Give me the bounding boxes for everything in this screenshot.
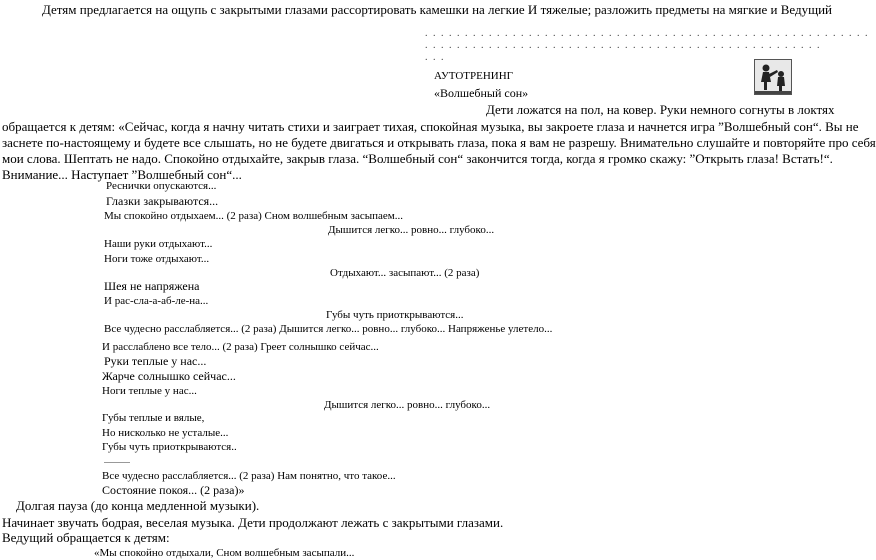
poem-line: Губы чуть приоткрываются.. (102, 441, 237, 453)
poem-line: И расслаблено все тело... (2 раза) Греет солнышко сейчас... (102, 341, 379, 353)
children-silhouette-picture (754, 59, 792, 95)
poem-line: Все чудесно расслабляется... (2 раза) Дышится легко... ровно... глубоко... Напряженье улетело... (104, 323, 553, 335)
poem-line: Глазки закрываются... (106, 194, 219, 208)
poem-line: Реснички опускаются... (106, 180, 217, 192)
poem-line: И рас-сла-а-аб-ле-на... (104, 295, 209, 307)
poem-line: Губы чуть приоткрываются... (326, 309, 464, 321)
closing-line: «Мы спокойно отдыхали, Сном волшебным засыпали... (94, 547, 355, 559)
poem-line: Жарче солнышко сейчас... (102, 369, 236, 383)
dotted-line-2: . . . . . . . . . . . . . . . . . . . . . . . . . . . . . . . . . . . . . . . . . . . . . . . . . . (425, 40, 821, 51)
poem-line: Ноги тоже отдыхают... (104, 253, 210, 265)
divider-mark (104, 462, 130, 466)
poem-line: Руки теплые у нас... (104, 354, 207, 368)
poem-line: Мы спокойно отдыхаем... (2 раза) Сном волшебным засыпаем... (104, 210, 404, 222)
text-top-line: Детям предлагается на ощупь с закрытыми глазами рассортировать камешки на легкие И тяжелые; разложить предметы на мягкие и Ведущий (42, 2, 833, 17)
intro-line-3: заснете по-настоящему и будете все слышать, но не будете двигаться и открывать глаза, пока я вам не разрешу. Внимательно слушайте и повторяйте про себя (2, 135, 876, 150)
poem-line: Состояние покоя... (2 раза)» (102, 483, 245, 497)
dotted-line-3: . . . (425, 52, 445, 63)
intro-line-2: обращается к детям: «Сейчас, когда я начну читать стихи и заиграет тихая, спокойная музыка, вы закроете глаза и начнется игра ”Волшебный сон“. Вы не (2, 119, 859, 134)
poem-line: Наши руки отдыхают... (104, 238, 213, 250)
intro-line-4: мои слова. Шептать не надо. Спокойно отдыхайте, закрыв глаза. “Волшебный сон“ закончится тогда, когда я громко скажу: ”Открыть глаза! Встать!“. (2, 151, 833, 166)
intro-line-1: Дети ложатся на пол, на ковер. Руки немного согнуты в локтях (486, 102, 835, 117)
heading-game-title: «Волшебный сон» (434, 86, 529, 100)
dotted-line-1: . . . . . . . . . . . . . . . . . . . . . . . . . . . . . . . . . . . . . . . . . . . . . . . . . . . . . . . . (425, 28, 869, 39)
closing-line: Начинает звучать бодрая, веселая музыка. Дети продолжают лежать с закрытыми глазами. (2, 515, 504, 530)
poem-line: Все чудесно расслабляется... (2 раза) Нам понятно, что такое... (102, 470, 396, 482)
poem-line: Шея не напряжена (104, 279, 200, 293)
closing-line: Ведущий обращается к детям: (2, 530, 170, 545)
heading-autotraining: АУТОТРЕНИНГ (434, 70, 514, 82)
poem-line: Но нисколько не усталые... (102, 427, 229, 439)
intro-line-5: Внимание... Наступает ”Волшебный сон“... (2, 167, 242, 182)
poem-line: Дышится легко... ровно... глубоко... (324, 399, 491, 411)
poem-line: Отдыхают... засыпают... (2 раза) (330, 267, 480, 279)
poem-line: Дышится легко... ровно... глубоко... (328, 224, 495, 236)
poem-line: Ноги теплые у нас... (102, 385, 197, 397)
poem-line: Губы теплые и вялые, (102, 412, 205, 424)
closing-line: Долгая пауза (до конца медленной музыки). (16, 498, 260, 513)
